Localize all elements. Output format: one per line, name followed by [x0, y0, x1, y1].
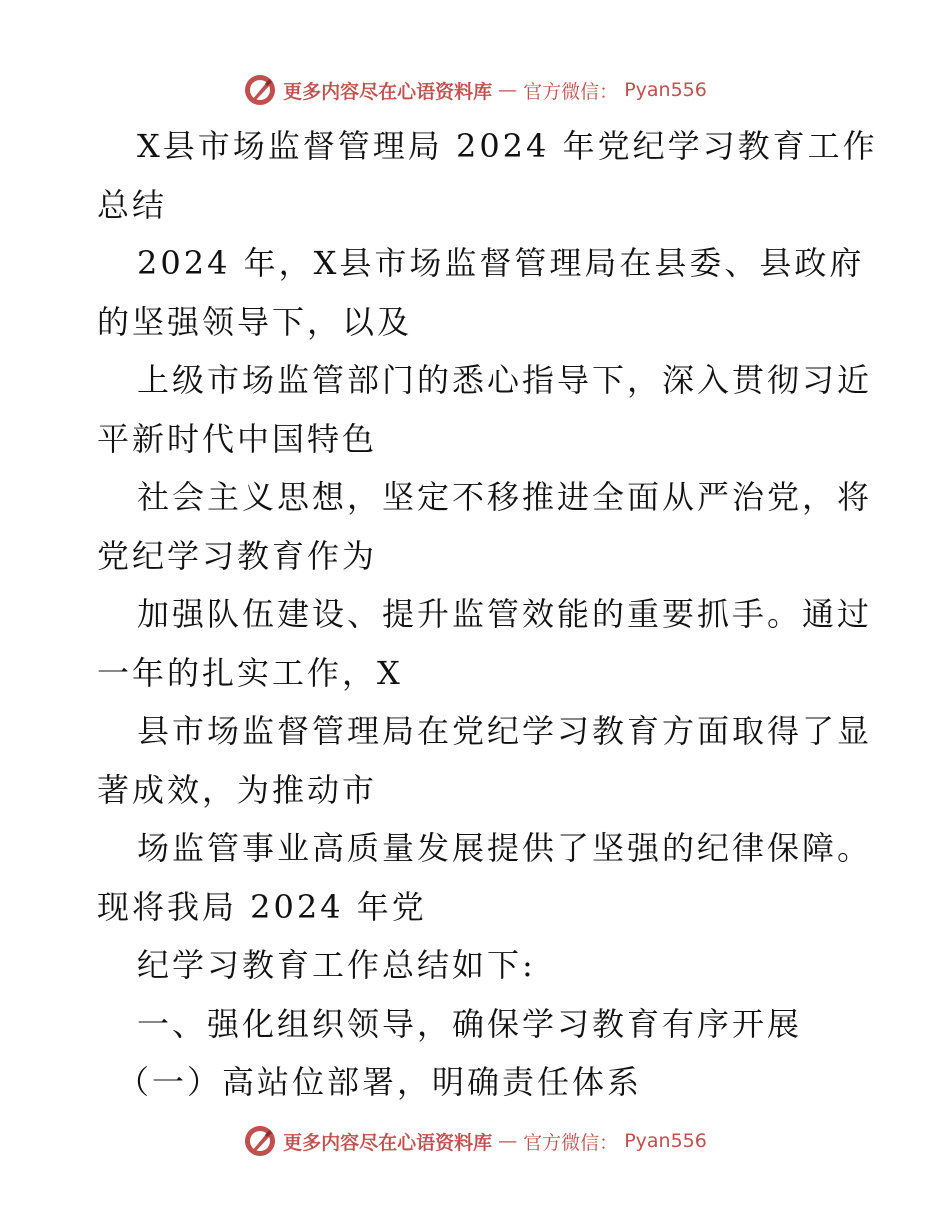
paragraph-line: 县市场监督管理局在党纪学习教育方面取得了显	[137, 712, 873, 750]
watermark-separator: —	[498, 1130, 518, 1152]
section-heading: 一、强化组织领导，确保学习教育有序开展	[137, 1004, 803, 1043]
watermark-separator: —	[498, 79, 518, 101]
paragraph-line: 加强队伍建设、提升监管效能的重要抓手。通过	[137, 595, 873, 633]
watermark-wechat-label: 官方微信：	[523, 1131, 619, 1154]
document-title-line-2: 总结	[97, 185, 168, 224]
subsection-heading: （一）高站位部署，明确责任体系	[117, 1063, 643, 1101]
paragraph-line: 的坚强领导下，以及	[97, 302, 413, 341]
watermark-site-name: 更多内容尽在心语资料库	[283, 80, 493, 103]
watermark-site-name: 更多内容尽在心语资料库	[283, 1131, 493, 1154]
paragraph-line: 著成效，为推动市	[97, 770, 378, 809]
quill-logo-icon	[243, 1124, 277, 1158]
paragraph-line: 上级市场监管部门的悉心指导下，深入贯彻习近	[137, 361, 873, 399]
paragraph-line: 社会主义思想，坚定不移推进全面从严治党，将	[137, 478, 873, 516]
paragraph-line: 党纪学习教育作为	[97, 536, 378, 575]
quill-logo-icon	[243, 73, 277, 107]
watermark-wechat-id: Pyan556	[624, 1130, 707, 1152]
paragraph-line: 平新时代中国特色	[97, 419, 378, 458]
paragraph-line: 场监管事业高质量发展提供了坚强的纪律保障。	[137, 829, 873, 867]
paragraph-line: 一年的扎实工作，X	[97, 653, 403, 692]
header-watermark	[0, 70, 950, 110]
footer-watermark	[0, 1121, 950, 1161]
paragraph-line: 2024 年，X县市场监督管理局在县委、县政府	[137, 244, 865, 282]
paragraph-line: 现将我局 2024 年党	[97, 887, 427, 926]
document-body	[97, 117, 878, 1112]
paragraph-line: 纪学习教育工作总结如下:	[137, 946, 536, 984]
watermark-wechat-label: 官方微信：	[523, 80, 619, 103]
document-title-line-1: X县市场监督管理局 2024 年党纪学习教育工作	[137, 127, 878, 165]
watermark-wechat-id: Pyan556	[624, 79, 707, 101]
